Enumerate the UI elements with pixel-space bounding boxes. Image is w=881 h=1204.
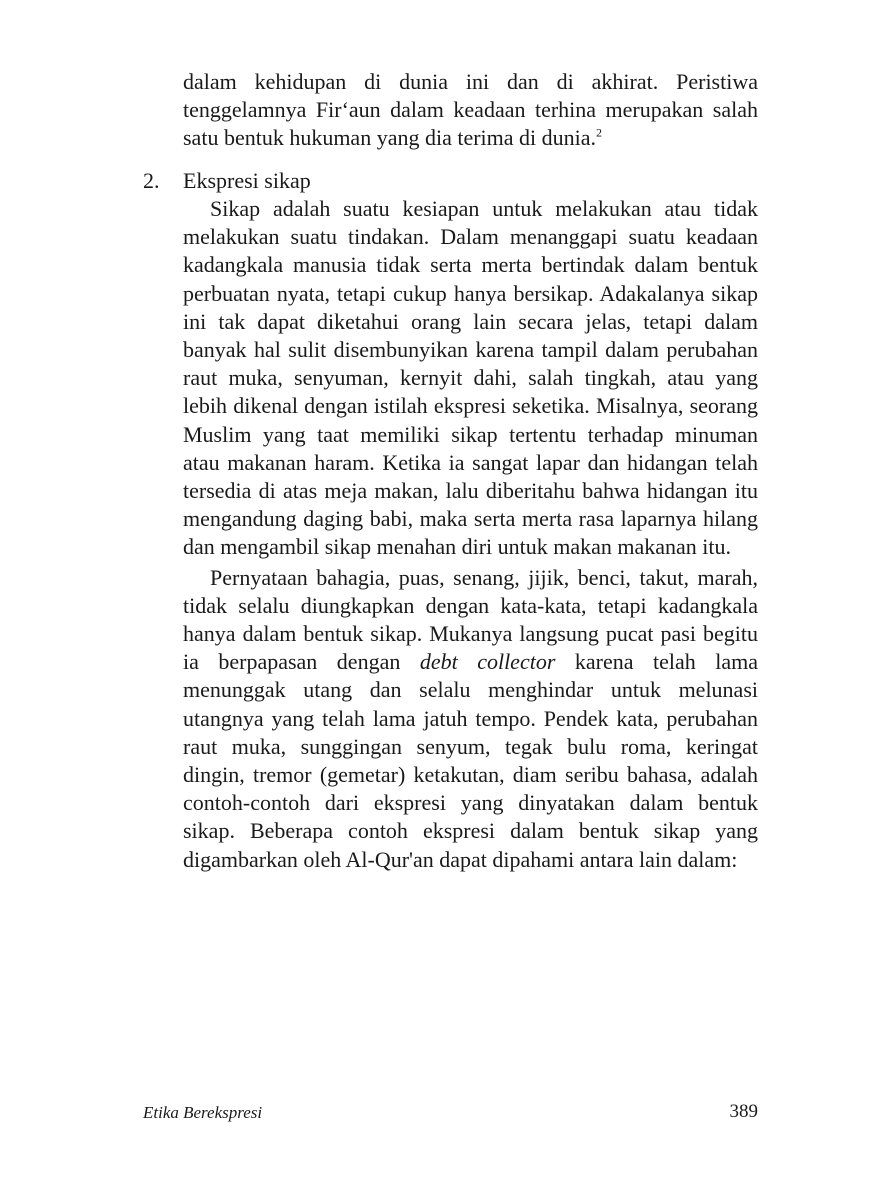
running-footer-title: Etika Berekspresi [143, 1103, 263, 1122]
footnote-reference: 2 [596, 126, 603, 141]
section-number: 2. [143, 168, 160, 193]
paragraph-2-text-start: Pernyataan bahagia, puas, senang, jijik, benci, takut, marah, tidak selalu diungkapkan dengan kata-kata, tetapi kadangkala hanya dalam bentuk sikap. Mukanya langsung pucat pasi begitu ia berpapasan dengan [183, 564, 758, 675]
body-paragraph-1: Sikap adalah suatu kesiapan untuk melakukan atau tidak melakukan suatu tindakan. Dalam menanggapi suatu keadaan kadangkala manusia tidak serta merta bertindak dalam bentuk perbuatan nyata, tetapi cukup hanya bersikap. Adakalanya sikap ini tak dapat diketahui orang lain secara jelas, tetapi dalam banyak hal sulit disembunyikan karena tampil dalam perubahan raut muka, senyuman, kernyit dahi, salah tingkah, atau yang lebih dikenal dengan istilah ekspresi seketika. Misalnya, seorang Muslim yang taat memiliki sikap tertentu terhadap minuman atau makanan haram. Ketika ia sangat lapar dan hidangan telah tersedia di atas meja makan, lalu diberitahu bahwa hidangan itu mengandung daging babi, maka serta merta rasa laparnya hilang dan mengambil sikap menahan diri untuk makan makanan itu. [183, 196, 758, 560]
section-heading-block [183, 167, 758, 195]
continuation-paragraph [183, 68, 758, 153]
section-heading: Ekspresi sikap [183, 168, 311, 193]
italic-term: debt collector [419, 649, 556, 675]
paragraph-2-text-end: karena telah lama menunggak utang dan selalu menghindar untuk melunasi utangnya yang telah lama jatuh tempo. Pendek kata, perubahan raut muka, sunggingan senyum, tegak bulu roma, keringat dingin, tremor (gemetar) ketakutan, diam seribu bahasa, adalah contoh-contoh dari ekspresi yang dinyatakan dalam bentuk sikap. Beberapa contoh ekspresi dalam bentuk sikap yang digambarkan oleh Al-Qur'an dapat dipahami antara lain dalam: [183, 649, 758, 872]
body-paragraph-2 [183, 564, 758, 874]
continuation-text: dalam kehidupan di dunia ini dan di akhirat. Peristiwa tenggelamnya Fir‘aun dalam keadaan terhina merupakan salah satu bentuk hukuman yang dia terima di dunia. [183, 69, 758, 151]
continuation-block [183, 68, 758, 153]
page-number: 389 [729, 1101, 758, 1122]
section-body [183, 195, 758, 874]
